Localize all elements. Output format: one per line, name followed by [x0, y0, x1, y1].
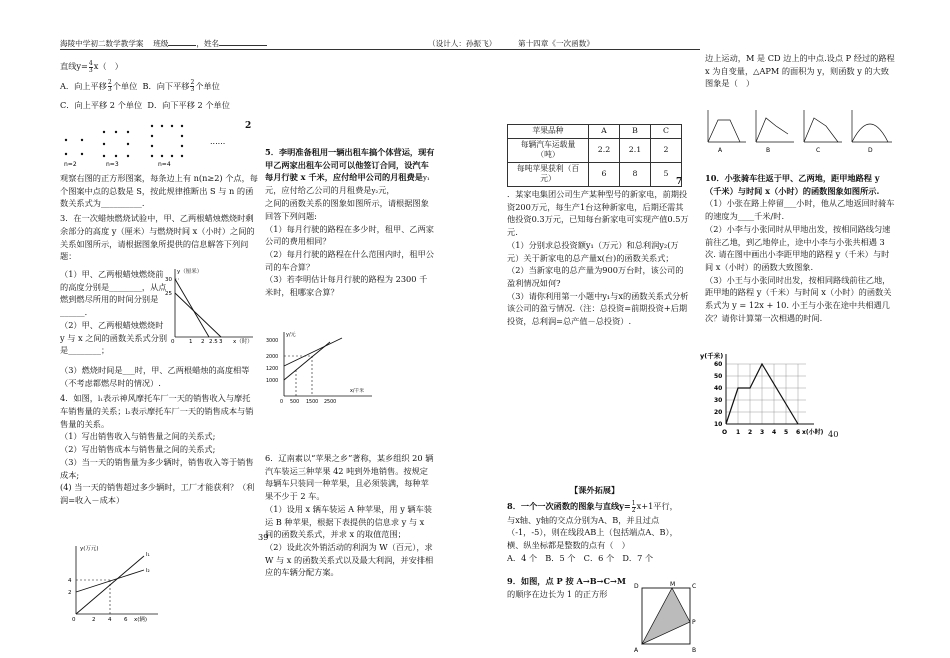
candle-xlabel: x（时）	[233, 339, 253, 345]
svg-text:4: 4	[772, 429, 777, 436]
page-number-39: 39	[258, 532, 269, 542]
candle-xtick: 0	[171, 339, 175, 345]
question-2-text: 观察右图的正方形图案，每条边上有 n(n≥2) 个点，每个图案中点的总数是 S，按此规律推断出 S 与 n 的函数关系式为__________. 3．在一次蜡烛燃烧试验中，甲、乙两根蜡烛燃烧时剩余部分的高度 y（厘米）与燃烧时间 x（小时）之间的关系如图所示，请根据图象所提供的信息解答下列问题：	[60, 173, 258, 262]
svg-text:30: 30	[714, 397, 723, 404]
svg-text:2.5: 2.5	[209, 339, 218, 345]
svg-text:6: 6	[796, 429, 801, 436]
question-9: 9．如图，点 P 按 A→B→C→M 的顺序在边长为 1 的正方形	[507, 576, 626, 599]
option-row-cd: C．向上平移 2 个单位 D．向下平移 2 个单位	[60, 100, 230, 110]
svg-text:2500: 2500	[324, 400, 337, 405]
moto-ytick-4: 4	[68, 578, 72, 584]
table-row: 每吨苹果获利（百元） 6 8 5	[508, 162, 682, 186]
pattern-label-n3: n=3	[106, 161, 119, 168]
svg-text:10: 10	[714, 421, 723, 428]
header-rule	[60, 49, 700, 50]
question-number-2: 2	[245, 121, 252, 131]
moto-ylabel: y(万元)	[80, 546, 99, 552]
question-7: ．某家电集团公司生产某种型号的新家电，前期投资200万元，每生产1台这种新家电，后期还需其他投资0.3万元，已知每台新家电可实现产值0.5万元. （1）分别求总投资额y₁（万元）和总利润y₂(万元）关于新家电的总产量x(台)的函数关系式； （2）当新家电的总产量为900万台时，该公司的盈利情况如何? （3）请你利用第一小题中y₁与x的函数关系式分析该公司的盈亏情况.（注：总投资=前期投资+后期投资，总利润=总产值－总投资）.	[507, 189, 689, 327]
column-1	[60, 60, 260, 112]
svg-text:2000: 2000	[266, 355, 279, 360]
table-row: 苹果品种 A B C	[508, 125, 682, 139]
question-3-sub: （1）甲、乙两根蜡烛燃烧前的高度分别是________，从点燃到燃尽所用的时间分别是______． （2）甲、乙两根蜡烛燃烧时 y 与 x 之间的函数关系式分别是________；	[60, 269, 168, 356]
point-label-m: M	[670, 581, 676, 588]
translate-question: 直线y= $\frac{4}{3}$ x（ ）	[60, 59, 123, 74]
taxi-xlabel: x/千米	[350, 389, 365, 394]
vertex-label-b: B	[692, 647, 697, 654]
question-9-continued: 边上运动，M 是 CD 边上的中点.设点 P 经过的路程 x 为自变量，△APM 的面积为 y，则函数 y 的大致图象是（ ）	[705, 53, 895, 89]
svg-text:50: 50	[714, 373, 723, 380]
svg-text:3: 3	[760, 429, 765, 436]
bike-distance-graph	[700, 350, 824, 442]
svg-text:1500: 1500	[306, 400, 319, 405]
square-dot-pattern	[60, 118, 260, 168]
question-3-sub3: （3）燃烧时间是___时，甲、乙两根蜡烛的高度相等（不考虑都燃尽时的情况）.	[60, 365, 250, 388]
vertex-label-c: C	[692, 583, 697, 590]
choice-label-a: A	[718, 147, 723, 154]
svg-text:2: 2	[92, 617, 96, 623]
pattern-label-n4: n=4	[158, 161, 171, 168]
bike-ylabel: y(千米)	[700, 352, 724, 360]
pattern-ellipsis: ......	[210, 137, 226, 146]
candle-ylabel: y（厘米）	[177, 269, 203, 275]
choice-label-d: D	[868, 147, 873, 154]
svg-text:2: 2	[748, 429, 753, 436]
moto-ytick-2: 2	[68, 590, 72, 596]
header-chapter: 第十四章《一次函数》	[518, 39, 594, 48]
vertex-label-a: A	[634, 647, 639, 654]
vertex-label-d: D	[634, 583, 639, 590]
moto-line-l1-label: l₁	[146, 552, 150, 558]
svg-text:2: 2	[201, 339, 205, 345]
question-8: 8．一个一次函数的图象与直线y= $\frac{1}{2}$ x+1平行， 与x轴、y轴的交点分别为A、B，并且过点（-1，-5），则在线段AB上（包括端点A、B），横、纵坐标都是整数的点有（ ） A．4 个 B．5 个 C．6 个 D．7 个	[507, 499, 678, 563]
question-number-7: 7	[676, 177, 683, 187]
pattern-label-n2: n=2	[64, 161, 77, 168]
bike-xlabel: x(小时)	[802, 429, 824, 436]
svg-text:0: 0	[280, 400, 284, 405]
motorcycle-graph	[62, 540, 162, 622]
svg-text:40: 40	[714, 385, 723, 392]
question-5: 5．李明准备租用一辆出租车搞个体营运，现有甲乙两家出租车公司可以他签订合同，设汽车每月行驶 x 千米，应付给甲公司的月租费是y₁元，应付给乙公司的月租费是y₂元， 之间的函数关系的图象如图所示，请根据图象回答下列问题: （1）每月行驶的路程在多少时，租甲、乙两家公司的费用相同？ （2）每月行驶的路程在什么范围内时，租甲公司的车合算？ （3）若李明估计每月行驶的路程为 2300 千米时，租哪家合算？	[265, 147, 435, 298]
extension-title: 【课外拓展】	[570, 485, 620, 495]
svg-text:5: 5	[784, 429, 789, 436]
apple-table	[507, 124, 682, 187]
svg-text:500: 500	[290, 400, 300, 405]
svg-text:4: 4	[108, 617, 112, 623]
svg-text:0: 0	[72, 617, 76, 623]
svg-text:1: 1	[736, 429, 741, 436]
page-number-40: 40	[828, 429, 839, 439]
svg-text:20: 20	[714, 409, 723, 416]
option-row-ab: A．向上平移 $\frac{2}{3}$ 个单位 B．向下平移 $\frac{2}{3}$ 个单位	[60, 79, 220, 93]
taxi-ytick: 3000	[266, 339, 279, 344]
candle-ytick-30: 30	[165, 277, 172, 283]
svg-text:6: 6	[124, 617, 128, 623]
taxi-ylabel: y/元	[286, 332, 296, 338]
table-row: 每辆汽车运载量（吨） 2.2 2.1 2	[508, 138, 682, 162]
choice-label-c: C	[816, 147, 821, 154]
svg-text:3: 3	[219, 339, 223, 345]
point-label-p: P	[692, 619, 696, 626]
moto-line-l2-label: l₂	[146, 568, 150, 574]
header-school: 海陵中学初二数学教学案 班级 ，姓名	[60, 38, 267, 50]
header-designer: （设计人：孙振飞）	[428, 39, 497, 48]
candle-graph	[163, 265, 258, 343]
question-6: 6．辽南素以“苹果之乡”著称，某乡组织 20 辆汽车装运三种苹果 42 吨到外地销售。按规定每辆车只装同一种苹果，且必须装满，每种苹果不少于 2 车。 （1）设用 x 辆车装运 A 种苹果，用 y 辆车装运 B 种苹果，根据下表提供的信息求 y 与 x 间的函数关系式，并求 x 的取值范围； （2）设此次外销活动的利润为 W（百元），求 W 与 x 的函数关系式以及最大利润，并安排相应的车辆分配方案。	[265, 453, 434, 578]
svg-text:O: O	[722, 429, 728, 436]
question-10: 10．小张骑车往返于甲、乙两地，距甲地路程 y（千米）与时间 x（小时）的函数图象如图所示. （1）小张在路上停留___小时，他从乙地返回时骑车的速度为____千米/时. （2）小李与小张同时从甲地出发，按相同路线匀速前往乙地，到乙地停止，途中小李与小张共相遇 3 次. 请在图中画出小李距甲地的路程 y（千米）与时间 x（小时）的函数大致图象. （3）小王与小张同时出发，按相同路线前往乙地，距甲地的路程 y（千米）与时间 x（小时）的函数关系式为 y = 12x + 10. 小王与小张在途中共相遇几次？请你计算第一次相遇的时间.	[705, 173, 895, 323]
square-figure	[632, 580, 698, 656]
taxi-rental-graph	[266, 330, 376, 404]
svg-text:1: 1	[189, 339, 193, 345]
choice-label-b: B	[766, 147, 771, 154]
svg-text:60: 60	[714, 361, 723, 368]
candle-ytick-25: 25	[165, 291, 172, 297]
fraction: $\frac{4}{3}$	[88, 59, 93, 74]
svg-text:1000: 1000	[266, 379, 279, 384]
choice-graphs	[704, 106, 896, 154]
moto-xlabel: x(辆)	[134, 617, 148, 623]
question-4: 4．如图，l₁表示神风摩托车厂一天的销售收入与摩托车销售量的关系；l₂表示摩托车厂一天的销售成本与销售量的关系。 （1）写出销售收入与销售量之间的关系式; （2）写出销售成本与销售量之间的关系式; （3）当一天的销售量为多少辆时，销售收入等于销售成本; (4) 当一天的销售超过多少辆时，工厂才能获利？（利润=收入－成本）	[60, 393, 255, 505]
question-3-text: 3．在一次蜡烛燃烧试验中，甲、乙两根蜡烛燃烧时剩余部分的高度 y（厘米）与燃烧时间 x（小时）之间的关系如图所示，请根据图象所提供的信息解答下列问题：	[60, 213, 255, 262]
svg-text:1200: 1200	[266, 367, 279, 372]
